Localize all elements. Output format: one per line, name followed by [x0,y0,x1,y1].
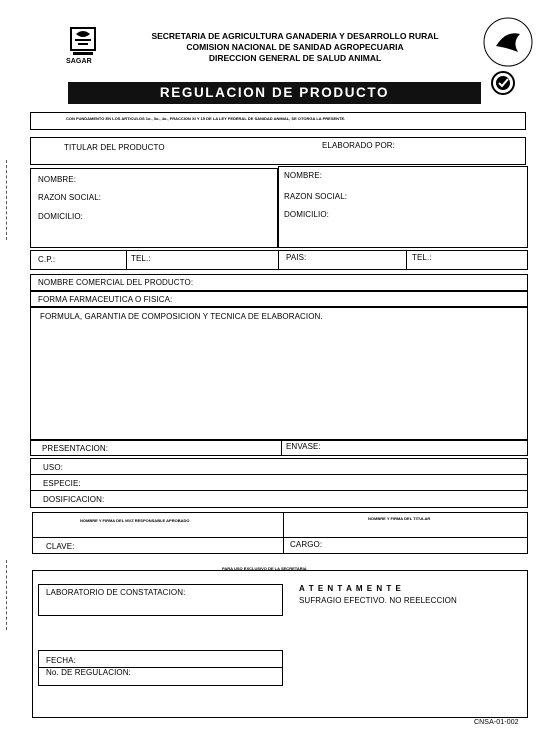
presentacion-label: PRESENTACION: [42,444,109,453]
no-regulacion-label: No. DE REGULACION: [46,668,131,677]
scan-mark [6,160,7,240]
header-line-3: DIRECCION GENERAL DE SALUD ANIMAL [208,53,382,63]
sagar-logo [68,26,98,62]
tel-label-left: TEL.: [131,254,151,263]
uso-box [30,458,528,508]
elaborado-label: ELABORADO POR: [322,141,395,150]
scan-mark [6,560,7,630]
divider [30,474,528,475]
check-seal [490,70,516,96]
divider [126,250,127,270]
cargo-label: CARGO: [290,540,323,549]
titular-label: TITULAR DEL PRODUCTO [64,143,165,152]
fecha-label: FECHA: [46,656,76,665]
divider [30,490,528,491]
especie-label: ESPECIE: [43,479,81,488]
dosificacion-label: DOSIFICACION: [43,495,105,504]
firma-mvz-label: NOMBRE Y FIRMA DEL MVZ RESPONSABLE APROBADO [80,518,190,523]
divider [278,250,279,270]
notice-text: CON FUNDAMENTO EN LOS ARTICULOS 1o., 3o., 4o., FRACCION XI Y 15 DE LA LEY FEDERAL DE SANIDAD ANIMAL, SE OTORGA LA PRESENTE. [66,116,346,121]
domicilio-label-left: DOMICILIO: [38,212,84,221]
razon-label-left: RAZON SOCIAL: [38,193,102,202]
nombre-label-right: NOMBRE: [284,171,323,180]
form-title: REGULACION DE PRODUCTO [68,82,481,104]
laboratorio-label: LABORATORIO DE CONSTATACION: [46,588,186,597]
divider [283,512,284,554]
razon-label-right: RAZON SOCIAL: [284,192,348,201]
header-line-1: SECRETARIA DE AGRICULTURA GANADERIA Y DESARROLLO RURAL [151,31,439,41]
divider [406,250,407,270]
tel-label-right: TEL.: [412,253,432,262]
atentamente-label: A T E N T A M E N T E [299,584,402,593]
pais-label: PAIS: [286,253,307,262]
header-line-2: COMISION NACIONAL DE SANIDAD AGROPECUARIA [186,42,404,52]
comision-seal [482,16,534,68]
cp-row [30,250,528,270]
divider [32,537,528,538]
divider [281,440,282,456]
logo-text: SAGAR [66,58,92,65]
nombre-comercial-label: NOMBRE COMERCIAL DEL PRODUCTO: [38,278,194,287]
envase-label: ENVASE: [286,442,321,451]
forma-label: FORMA FARMACEUTICA O FISICA: [38,295,173,304]
formula-box [30,307,528,440]
sufragio-label: SUFRAGIO EFECTIVO. NO REELECCION [299,596,457,605]
notice-box [30,112,526,130]
nombre-label-left: NOMBRE: [38,175,77,184]
form-code: CNSA-01-002 [474,719,519,726]
firma-titular-label: NOMBRE Y FIRMA DEL TITULAR [368,516,431,521]
domicilio-label-right: DOMICILIO: [284,210,330,219]
cp-label: C.P.: [38,255,56,264]
clave-label: CLAVE: [46,542,75,551]
formula-label: FORMULA, GARANTIA DE COMPOSICION Y TECNICA DE ELABORACION. [40,312,323,321]
uso-exclusivo-label: PARA USO EXCLUSIVO DE LA SECRETARIA [222,566,307,571]
uso-label: USO: [43,463,63,472]
